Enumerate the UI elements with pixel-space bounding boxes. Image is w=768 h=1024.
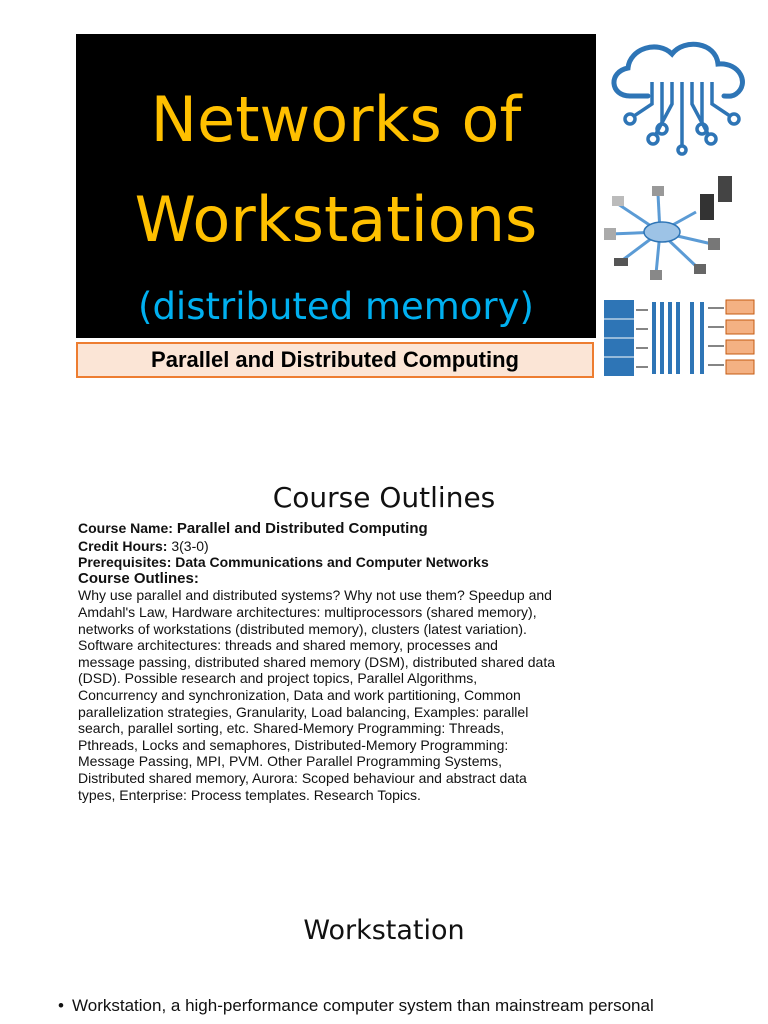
workstation-bullet-text: Workstation, a high-performance computer system than mainstream personal	[72, 996, 654, 1015]
credit-hours-label: Credit Hours:	[78, 537, 168, 554]
bullet-icon: •	[58, 996, 64, 1015]
course-name-value: Parallel and Distributed Computing	[176, 520, 428, 537]
course-outlines-heading: Course Outlines	[272, 481, 496, 514]
outline-line: message passing, distributed shared memory (DSM), distributed shared data	[78, 653, 555, 670]
slide-title-line-2: Workstations	[134, 183, 538, 256]
outline-line: Amdahl's Law, Hardware architectures: multiprocessors (shared memory),	[78, 603, 537, 620]
prerequisites-row	[78, 554, 638, 571]
prerequisites-label: Prerequisites:	[78, 554, 172, 571]
slide-subtitle: (distributed memory)	[138, 285, 534, 328]
network-diagram-image	[600, 164, 758, 286]
outline-line: Pthreads, Locks and semaphores, Distributed-Memory Programming:	[78, 736, 509, 753]
cloud-circuit-icon	[600, 34, 758, 156]
workstation-heading: Workstation	[303, 915, 465, 946]
outline-line: types, Enterprise: Process templates. Research Topics.	[78, 786, 421, 803]
slide-title-line-1: Networks of	[150, 83, 522, 156]
outline-line: networks of workstations (distributed memory), clusters (latest variation).	[78, 620, 527, 637]
workstation-bullet	[58, 994, 718, 1018]
course-outline-block	[78, 520, 638, 803]
outline-line: Why use parallel and distributed systems? Why not use them? Speedup and	[78, 587, 552, 604]
title-slide	[76, 34, 596, 338]
credit-hours-row	[78, 538, 638, 555]
course-name-row	[78, 520, 638, 538]
course-name-label: Course Name:	[78, 520, 173, 536]
outline-line: search, parallel sorting, etc. Shared-Memory Programming: Threads,	[78, 720, 505, 737]
outline-line: Software architectures: threads and shared memory, processes and	[78, 637, 498, 654]
credit-hours-value: 3(3-0)	[171, 537, 209, 554]
outline-line: Message Passing, MPI, PVM. Other Parallel Programming Systems,	[78, 753, 503, 770]
pipeline-diagram-image	[600, 294, 758, 380]
course-outlines-label: Course Outlines:	[78, 569, 199, 587]
prerequisites-value: Data Communications and Computer Networks	[175, 554, 489, 571]
outline-line: Distributed shared memory, Aurora: Scoped behaviour and abstract data	[78, 769, 527, 786]
outline-line: parallelization strategies, Granularity, Load balancing, Examples: parallel	[78, 703, 529, 720]
outline-line: Concurrency and synchronization, Data and work partitioning, Common	[78, 686, 521, 703]
course-banner: Parallel and Distributed Computing	[76, 342, 594, 378]
outline-line: (DSD). Possible research and project topics, Parallel Algorithms,	[78, 670, 478, 687]
